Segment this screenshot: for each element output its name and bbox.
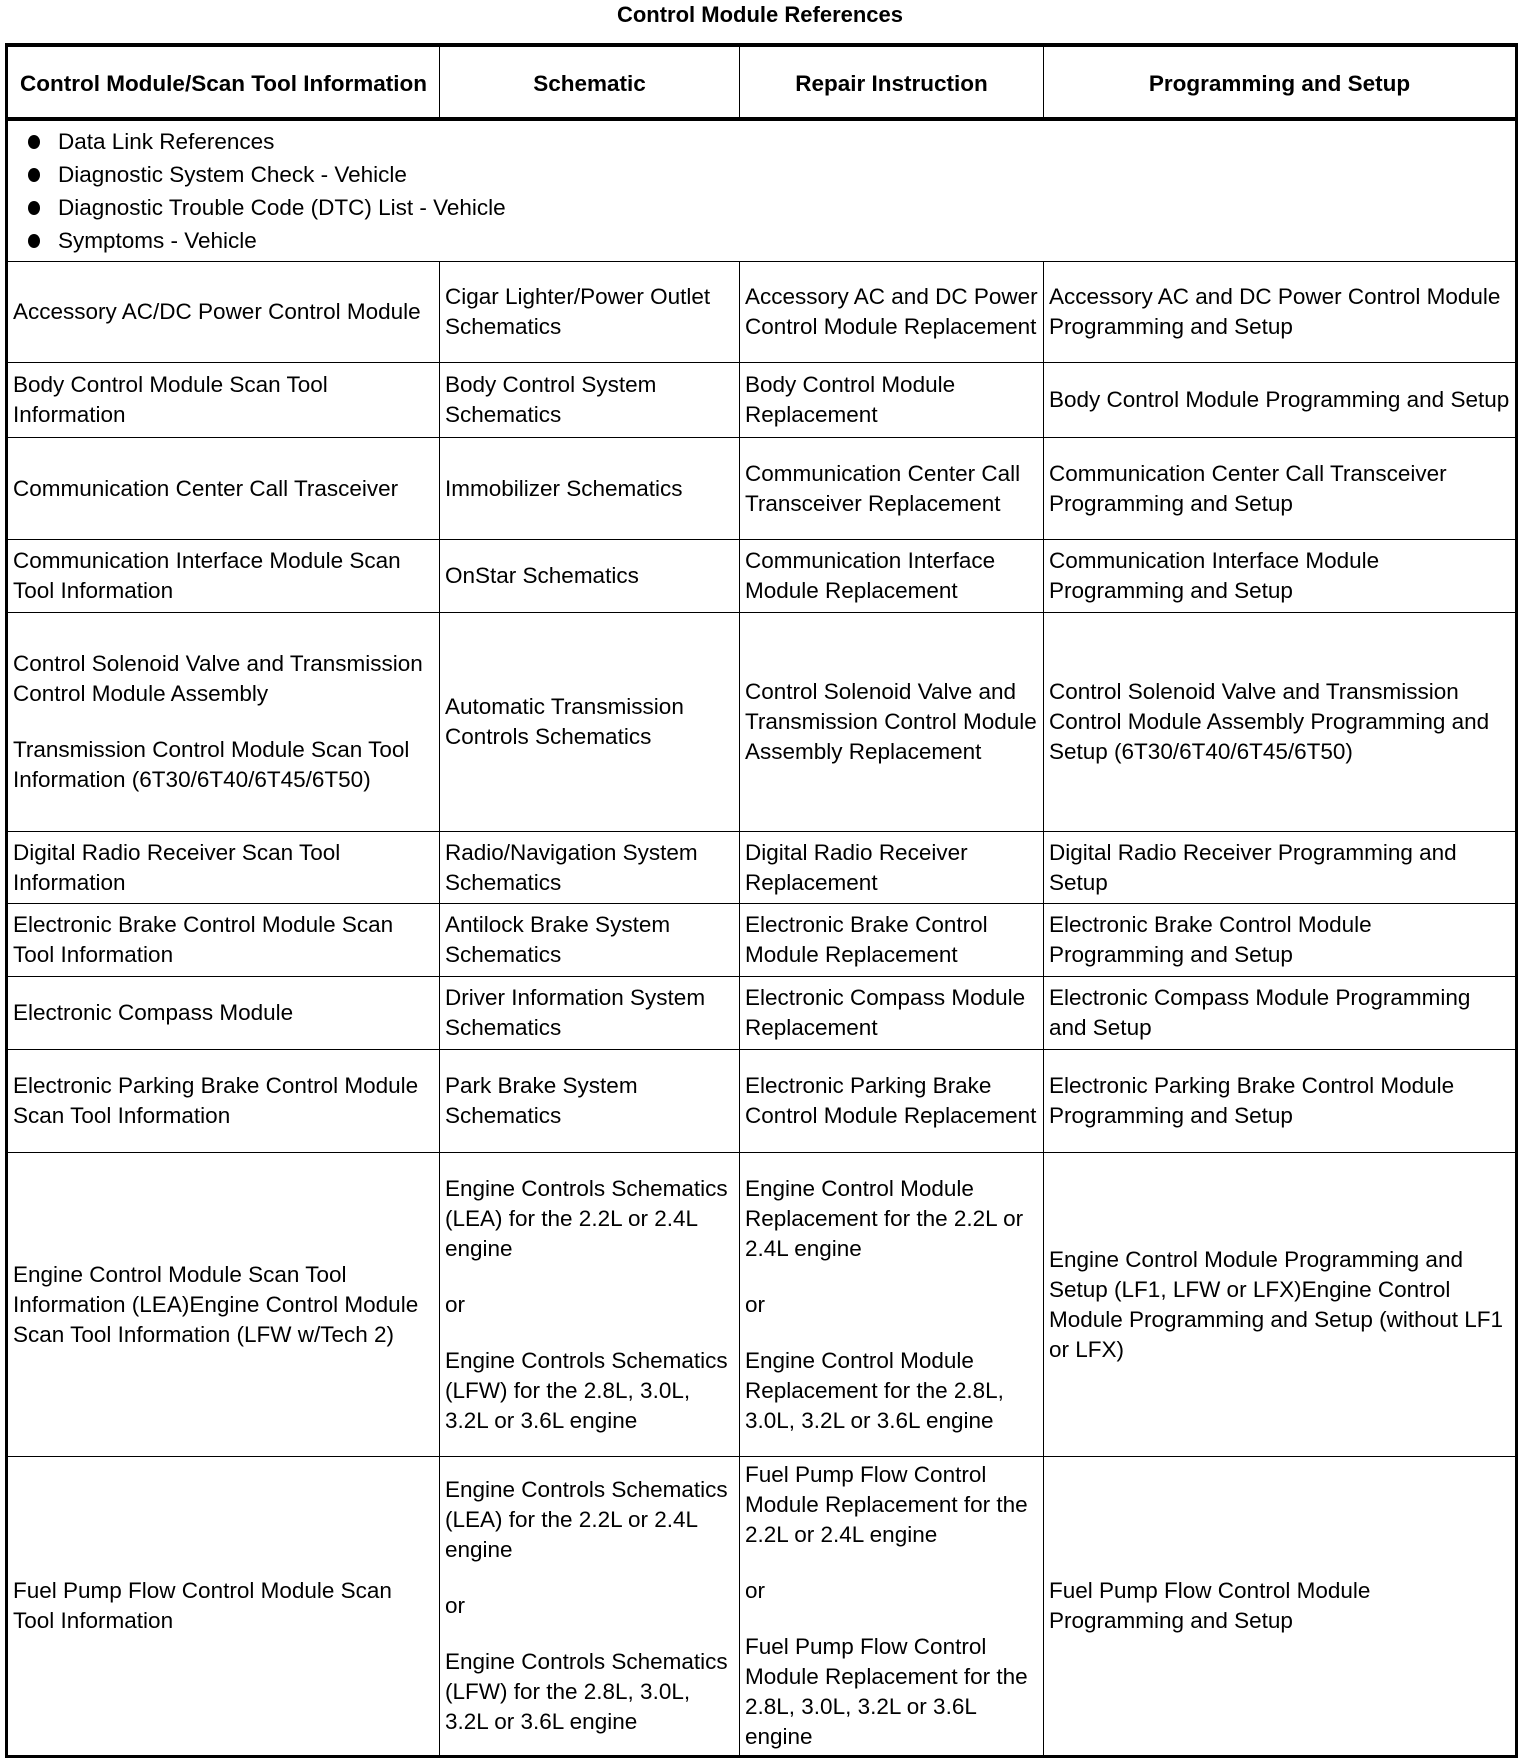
- control-module-cell: [7, 262, 440, 363]
- reference-link[interactable]: Communication Center Call Transceiver Replacement: [745, 460, 1021, 516]
- table-row: [7, 540, 1517, 613]
- reference-link[interactable]: Engine Control Module Programming and Setup (LF1, LFW or LFX)Engine Control Module Programming and Setup (without LF1 or LFX): [1049, 1246, 1503, 1362]
- header-programming-setup: Programming and Setup: [1044, 45, 1517, 119]
- reference-link[interactable]: Control Solenoid Valve and Transmission Control Module Assembly Programming and Setup (6T30/6T40/6T45/6T50): [1049, 679, 1490, 764]
- reference-link[interactable]: Body Control Module Replacement: [745, 372, 956, 427]
- reference-link[interactable]: Fuel Pump Flow Control Module Replacement for the 2.2L or 2.4L engine: [745, 1462, 1028, 1547]
- reference-link[interactable]: Accessory AC and DC Power Control Module Programming and Setup: [1049, 284, 1501, 339]
- repair-instruction-cell: [740, 977, 1044, 1050]
- control-module-cell: [7, 363, 440, 438]
- reference-link[interactable]: Engine Control Module Replacement for the 2.2L or 2.4L engine: [745, 1175, 1024, 1261]
- link-text[interactable]: Diagnostic Trouble Code (DTC) List - Vehicle: [58, 194, 506, 220]
- programming-setup-cell: [1044, 438, 1517, 540]
- reference-link[interactable]: Park Brake System Schematics: [445, 1073, 638, 1128]
- reference-link[interactable]: Electronic Parking Brake Control Module Scan Tool Information: [13, 1073, 419, 1128]
- control-module-cell: [7, 977, 440, 1050]
- table-row: [7, 977, 1517, 1050]
- reference-link[interactable]: Accessory AC/DC Power Control Module: [13, 299, 421, 324]
- programming-setup-cell: [1044, 540, 1517, 613]
- reference-link[interactable]: Communication Interface Module Programming and Setup: [1049, 548, 1380, 603]
- reference-link[interactable]: Control Solenoid Valve and Transmission Control Module Assembly Replacement: [745, 679, 1037, 764]
- repair-instruction-cell: [740, 1153, 1044, 1457]
- link-text[interactable]: Data Link References: [58, 128, 275, 154]
- programming-setup-cell: [1044, 1457, 1517, 1757]
- header-row: [7, 45, 1517, 119]
- reference-link[interactable]: Digital Radio Receiver Programming and Setup: [1049, 839, 1457, 895]
- or-separator: or: [445, 1291, 466, 1317]
- reference-link[interactable]: Electronic Compass Module Programming and Setup: [1049, 985, 1471, 1040]
- reference-link[interactable]: Engine Controls Schematics (LEA) for the 2.2L or 2.4L engine: [445, 1477, 728, 1562]
- schematic-cell: [440, 1153, 740, 1457]
- reference-link[interactable]: Engine Controls Schematics (LEA) for the 2.2L or 2.4L engine: [445, 1175, 728, 1261]
- reference-link[interactable]: Electronic Brake Control Module Replacement: [745, 912, 988, 967]
- reference-link[interactable]: Engine Controls Schematics (LFW) for the 2.8L, 3.0L, 3.2L or 3.6L engine: [445, 1649, 728, 1734]
- table-row: [7, 904, 1517, 977]
- table-row: [7, 832, 1517, 904]
- control-module-cell: [7, 613, 440, 832]
- table-row: [7, 1457, 1517, 1757]
- or-separator: or: [745, 1578, 766, 1603]
- bullet-icon: [28, 201, 40, 215]
- schematic-cell: [440, 613, 740, 832]
- reference-link[interactable]: Communication Center Call Transceiver Programming and Setup: [1049, 460, 1447, 516]
- reference-link[interactable]: Digital Radio Receiver Replacement: [745, 839, 968, 895]
- reference-link[interactable]: Automatic Transmission Controls Schematics: [445, 694, 684, 749]
- reference-link[interactable]: Transmission Control Module Scan Tool Information (6T30/6T40/6T45/6T50): [13, 737, 410, 792]
- header-schematic: Schematic: [440, 45, 740, 119]
- schematic-cell: [440, 832, 740, 904]
- reference-link[interactable]: Control Solenoid Valve and Transmission Control Module Assembly: [13, 651, 423, 706]
- reference-link[interactable]: Electronic Brake Control Module Scan Tool Information: [13, 912, 394, 967]
- reference-link[interactable]: Fuel Pump Flow Control Module Replacement for the 2.8L, 3.0L, 3.2L or 3.6L engine: [745, 1634, 1028, 1749]
- bullet-icon: [28, 168, 40, 182]
- or-separator: or: [745, 1291, 766, 1317]
- control-module-cell: [7, 438, 440, 540]
- schematic-cell: [440, 363, 740, 438]
- programming-setup-cell: [1044, 363, 1517, 438]
- link-text[interactable]: Diagnostic System Check - Vehicle: [58, 161, 407, 187]
- list-item[interactable]: [28, 125, 1515, 158]
- header-control-module: Control Module/Scan Tool Information: [7, 45, 440, 119]
- control-module-cell: [7, 832, 440, 904]
- repair-instruction-cell: [740, 1050, 1044, 1153]
- repair-instruction-cell: [740, 262, 1044, 363]
- schematic-cell: [440, 977, 740, 1050]
- header-repair-instruction: Repair Instruction: [740, 45, 1044, 119]
- reference-link[interactable]: OnStar Schematics: [445, 563, 639, 588]
- bullet-icon: [28, 234, 40, 248]
- reference-link[interactable]: Electronic Compass Module Replacement: [745, 985, 1026, 1040]
- repair-instruction-cell: [740, 438, 1044, 540]
- reference-link[interactable]: Antilock Brake System Schematics: [445, 912, 671, 967]
- schematic-cell: [440, 1457, 740, 1757]
- reference-link[interactable]: Driver Information System Schematics: [445, 985, 706, 1040]
- reference-link[interactable]: Electronic Compass Module: [13, 1000, 294, 1025]
- reference-link[interactable]: Engine Control Module Replacement for the 2.8L, 3.0L, 3.2L or 3.6L engine: [745, 1347, 1004, 1433]
- repair-instruction-cell: [740, 904, 1044, 977]
- schematic-cell: [440, 262, 740, 363]
- reference-link[interactable]: Radio/Navigation System Schematics: [445, 839, 698, 895]
- reference-link[interactable]: Electronic Parking Brake Control Module Replacement: [745, 1073, 1037, 1128]
- schematic-cell: [440, 904, 740, 977]
- repair-instruction-cell: [740, 363, 1044, 438]
- reference-link[interactable]: Engine Controls Schematics (LFW) for the 2.8L, 3.0L, 3.2L or 3.6L engine: [445, 1347, 728, 1433]
- repair-instruction-cell: [740, 540, 1044, 613]
- table-row: [7, 1050, 1517, 1153]
- reference-link[interactable]: Communication Interface Module Replacement: [745, 548, 996, 603]
- reference-link[interactable]: Accessory AC and DC Power Control Module Replacement: [745, 284, 1038, 339]
- general-links-row: [7, 119, 1517, 262]
- reference-link[interactable]: Digital Radio Receiver Scan Tool Information: [13, 839, 341, 895]
- reference-link[interactable]: Body Control Module Scan Tool Information: [13, 372, 328, 427]
- table-row: [7, 613, 1517, 832]
- table-row: [7, 363, 1517, 438]
- schematic-cell: [440, 540, 740, 613]
- or-separator: or: [445, 1593, 466, 1618]
- bullet-icon: [28, 135, 40, 149]
- programming-setup-cell: [1044, 1153, 1517, 1457]
- reference-link[interactable]: Cigar Lighter/Power Outlet Schematics: [445, 284, 711, 339]
- control-module-cell: [7, 1457, 440, 1757]
- control-module-cell: [7, 904, 440, 977]
- control-module-cell: [7, 1153, 440, 1457]
- repair-instruction-cell: [740, 832, 1044, 904]
- table-row: [7, 262, 1517, 363]
- reference-link[interactable]: Communication Center Call Trasceiver: [13, 475, 399, 501]
- reference-link[interactable]: Electronic Parking Brake Control Module Programming and Setup: [1049, 1073, 1455, 1128]
- reference-link[interactable]: Immobilizer Schematics: [445, 475, 683, 501]
- list-item[interactable]: [28, 224, 1515, 257]
- repair-instruction-cell: [740, 613, 1044, 832]
- reference-link[interactable]: Communication Interface Module Scan Tool Information: [13, 548, 401, 603]
- general-links: [7, 119, 1517, 262]
- reference-link[interactable]: Body Control Module Programming and Setup: [1049, 387, 1510, 412]
- schematic-cell: [440, 438, 740, 540]
- programming-setup-cell: [1044, 977, 1517, 1050]
- schematic-cell: [440, 1050, 740, 1153]
- programming-setup-cell: [1044, 613, 1517, 832]
- reference-link[interactable]: Fuel Pump Flow Control Module Scan Tool Information: [13, 1578, 392, 1633]
- programming-setup-cell: [1044, 262, 1517, 363]
- control-module-references-table: [5, 43, 1518, 1758]
- programming-setup-cell: [1044, 1050, 1517, 1153]
- list-item[interactable]: [28, 191, 1515, 224]
- programming-setup-cell: [1044, 904, 1517, 977]
- programming-setup-cell: [1044, 832, 1517, 904]
- reference-link[interactable]: Fuel Pump Flow Control Module Programming and Setup: [1049, 1578, 1371, 1633]
- repair-instruction-cell: [740, 1457, 1044, 1757]
- table-row: [7, 438, 1517, 540]
- control-module-cell: [7, 540, 440, 613]
- reference-link[interactable]: Body Control System Schematics: [445, 372, 657, 427]
- control-module-cell: [7, 1050, 440, 1153]
- link-text[interactable]: Symptoms - Vehicle: [58, 227, 257, 253]
- reference-link[interactable]: Electronic Brake Control Module Programming and Setup: [1049, 912, 1372, 967]
- list-item[interactable]: [28, 158, 1515, 191]
- reference-link[interactable]: Engine Control Module Scan Tool Information (LEA)Engine Control Module Scan Tool Information (LFW w/Tech 2): [13, 1261, 419, 1347]
- page-title: Control Module References: [616, 2, 904, 27]
- table-row: [7, 1153, 1517, 1457]
